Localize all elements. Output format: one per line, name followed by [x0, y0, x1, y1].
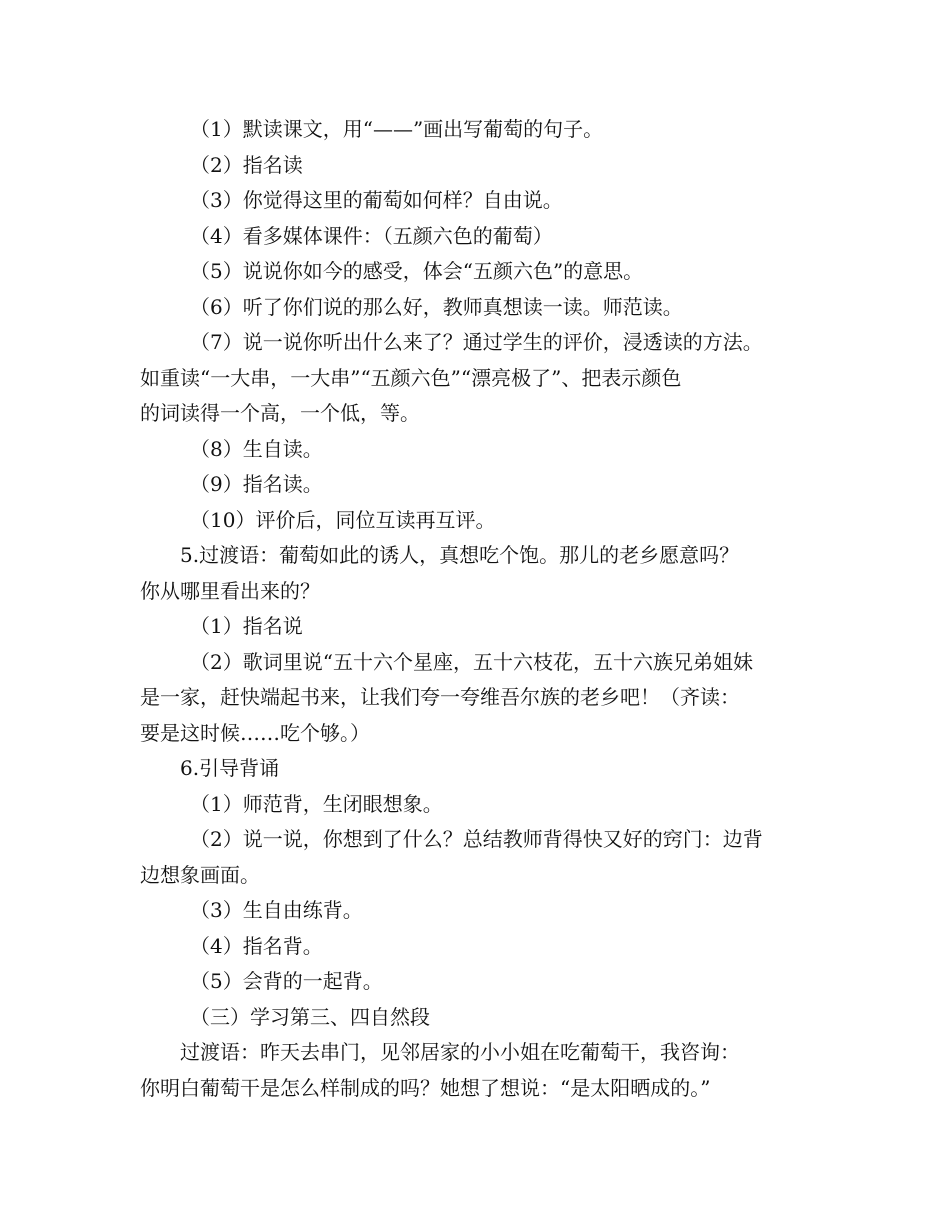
text-line: （9）指名读。: [190, 472, 323, 496]
text-line: （5）说说你如今的感受，体会“五颜六色”的意思。: [190, 259, 644, 283]
body-text: [140, 112, 812, 1106]
text-line: 边想象画面。: [140, 862, 260, 887]
text-line: 6.引导背诵: [180, 756, 280, 780]
text-line: 要是这时候……吃个够。）: [140, 720, 370, 745]
text-line: 是一家，赶快端起书来，让我们夸一夸维吾尔族的老乡吧！（齐读：: [140, 685, 740, 709]
text-line: （3）生自由练背。: [190, 898, 363, 922]
text-line: （5）会背的一起背。: [190, 969, 383, 993]
text-line: 的词读得一个高，一个低，等。: [140, 401, 420, 425]
text-line: （7）说一说你听出什么来了？通过学生的评价，浸透读的方法。: [190, 330, 763, 354]
text-line: （3）你觉得这里的葡萄如何样？自由说。: [190, 188, 563, 212]
text-line: 5.过渡语：葡萄如此的诱人，真想吃个饱。那儿的老乡愿意吗？: [180, 543, 740, 567]
text-line: （三）学习第三、四自然段: [190, 1004, 430, 1029]
text-line: （2）歌词里说“五十六个星座，五十六枝花，五十六族兄弟姐妹: [190, 649, 753, 674]
text-line: （4）看多媒体课件：（五颜六色的葡萄）: [190, 223, 553, 248]
text-line: （4）指名背。: [190, 933, 323, 958]
text-line: （1）指名说: [190, 614, 303, 638]
text-line: 你明白葡萄干是怎么样制成的吗？她想了想说：“是太阳晒成的。”: [140, 1075, 711, 1100]
text-line: 过渡语：昨天去串门，见邻居家的小小姐在吃葡萄干，我咨询：: [180, 1040, 740, 1064]
text-line: 你从哪里看出来的？: [140, 578, 320, 603]
text-line: （10）评价后，同位互读再互评。: [190, 507, 496, 532]
text-line: （1）默读课文，用“——”画出写葡萄的句子。: [190, 117, 604, 141]
text-line: （6）听了你们说的那么好，教师真想读一读。师范读。: [190, 294, 683, 319]
text-line: （8）生自读。: [190, 436, 323, 461]
text-line: （1）师范背，生闭眼想象。: [190, 791, 443, 816]
text-line: （2）说一说，你想到了什么？总结教师背得快又好的窍门：边背: [190, 827, 763, 851]
text-line: （2）指名读: [190, 152, 303, 177]
text-line: 如重读“一大串，一大串”“五颜六色”“漂亮极了”、把表示颜色: [140, 365, 682, 390]
